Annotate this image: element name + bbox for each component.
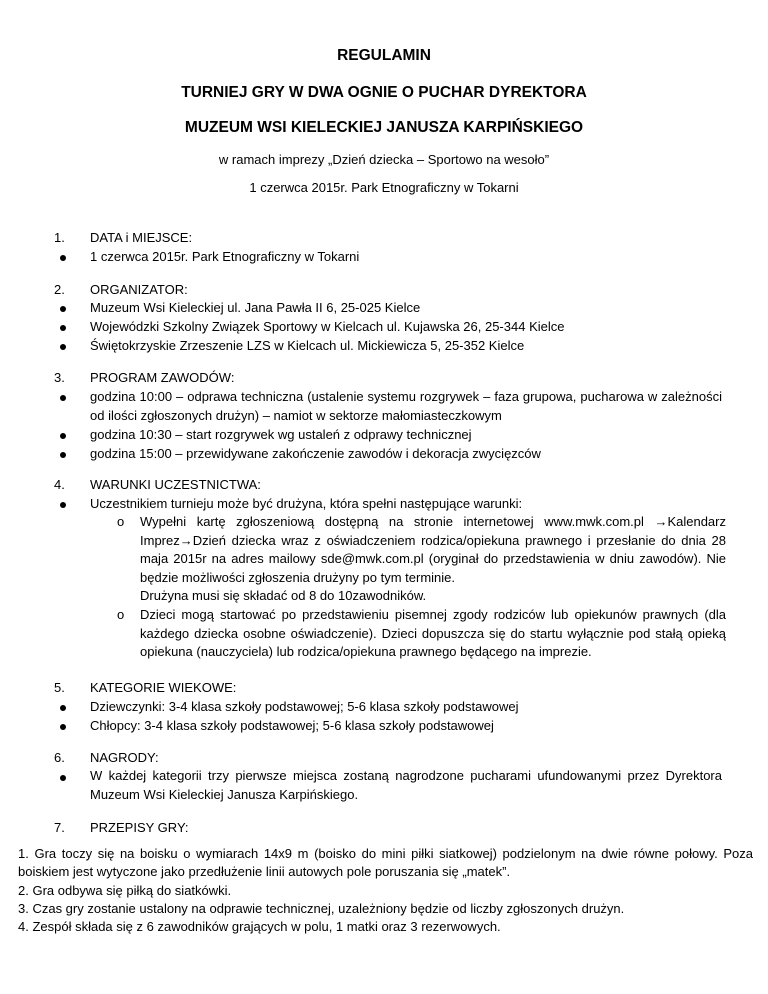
section-2-number: 2. bbox=[54, 282, 65, 297]
section-4-heading: WARUNKI UCZESTNICTWA: bbox=[90, 477, 261, 492]
section-5-heading: KATEGORIE WIEKOWE: bbox=[90, 680, 237, 695]
section-2-item: Wojewódzki Szkolny Związek Sportowy w Kielcach ul. Kujawska 26, 25-344 Kielce bbox=[90, 319, 565, 334]
section-6-item: W każdej kategorii trzy pierwsze miejsca zostaną nagrodzone pucharami ufundowanymi przez Dyrektora Muzeum Wsi Kieleckiej Janusza Karpińskiego. bbox=[90, 768, 722, 802]
section-3-item: godzina 10:00 – odprawa techniczna (ustalenie systemu rozgrywek – faza grupowa, pucharowa w zależności od ilości zgłoszonych drużyn) – namiot w sektorze małomiasteczkowym bbox=[90, 389, 722, 423]
game-rules bbox=[18, 845, 753, 936]
section-4-condition-2: Dzieci mogą startować po przedstawieniu pisemnej zgody rodziców lub opiekunów prawnych (dla każdego dziecka osobne oświadczenie). Dzieci dopuszcza się do startu wyłącznie pod stałą opieką opiekuna (nauczyciela) lub rodzica/opiekuna prawnego będącego na imprezie. bbox=[140, 607, 726, 660]
rule-item: 2. Gra odbywa się piłką do siatkówki. bbox=[18, 882, 232, 898]
bullet-icon bbox=[60, 255, 66, 261]
section-2-heading: ORGANIZATOR: bbox=[90, 282, 188, 297]
circle-bullet-icon: o bbox=[117, 514, 125, 529]
section-5-item: Chłopcy: 3-4 klasa szkoły podstawowej; 5-6 klasa szkoły podstawowej bbox=[90, 718, 494, 733]
section-2-item: Świętokrzyskie Zrzeszenie LZS w Kielcach ul. Mickiewicza 5, 25-352 Kielce bbox=[90, 338, 525, 353]
rule-item: 3. Czas gry zostanie ustalony na odprawie technicznej, uzależniony będzie od liczby zgłoszonych drużyn. bbox=[18, 900, 625, 916]
document-subtitle-2: MUZEUM WSI KIELECKIEJ JANUSZA KARPIŃSKIEGO bbox=[184, 119, 584, 136]
section-1-number: 1. bbox=[54, 230, 65, 245]
bullet-icon bbox=[60, 724, 66, 730]
section-7-number: 7. bbox=[54, 820, 65, 835]
section-4-intro: Uczestnikiem turnieju może być drużyna, która spełni następujące warunki: bbox=[90, 496, 523, 511]
document-title: REGULAMIN bbox=[337, 47, 431, 64]
section-3-heading: PROGRAM ZAWODÓW: bbox=[90, 370, 235, 385]
bullet-icon bbox=[60, 325, 66, 331]
rule-item: 4. Zespół składa się z 6 zawodników grających w polu, 1 matki oraz 3 rezerwowych. bbox=[18, 919, 501, 935]
section-4-condition-1 bbox=[140, 513, 726, 606]
event-name: w ramach imprezy „Dzień dziecka – Sportowo na wesoło” bbox=[218, 152, 550, 167]
bullet-icon bbox=[60, 306, 66, 312]
section-6-heading: NAGRODY: bbox=[90, 750, 159, 765]
section-2-item: Muzeum Wsi Kieleckiej ul. Jana Pawła II 6, 25-025 Kielce bbox=[90, 300, 421, 315]
section-3-number: 3. bbox=[54, 370, 65, 385]
section-1-heading: DATA i MIEJSCE: bbox=[90, 230, 193, 245]
circle-bullet-icon: o bbox=[117, 607, 125, 622]
rule-item: 1. Gra toczy się na boisku o wymiarach 14x9 m (boisko do mini piłki siatkowej) podzielonym na dwie równe połowy. Poza boiskiem jest wytyczone jako przedłużenie linii autowych pole poruszania się „matek”. bbox=[18, 846, 753, 880]
section-3-item: godzina 10:30 – start rozgrywek wg ustaleń z odprawy technicznej bbox=[90, 427, 472, 442]
bullet-icon bbox=[60, 344, 66, 350]
section-1-item: 1 czerwca 2015r. Park Etnograficzny w Tokarni bbox=[90, 249, 360, 264]
bullet-icon bbox=[60, 452, 66, 458]
bullet-icon bbox=[60, 502, 66, 508]
section-4-number: 4. bbox=[54, 477, 65, 492]
bullet-icon bbox=[60, 705, 66, 711]
section-3-item: godzina 15:00 – przewidywane zakończenie zawodów i dekoracja zwycięzców bbox=[90, 446, 541, 461]
bullet-icon bbox=[60, 395, 66, 401]
event-date-place: 1 czerwca 2015r. Park Etnograficzny w Tokarni bbox=[249, 180, 519, 195]
section-7-heading: PRZEPISY GRY: bbox=[90, 820, 189, 835]
document-subtitle-1: TURNIEJ GRY W DWA OGNIE O PUCHAR DYREKTORA bbox=[181, 84, 587, 101]
bullet-icon bbox=[60, 775, 66, 781]
section-6-number: 6. bbox=[54, 750, 65, 765]
bullet-icon bbox=[60, 433, 66, 439]
section-4-condition-1-text: Wypełni kartę zgłoszeniową dostępną na stronie internetowej www.mwk.com.pl →Kalendarz Imprez→Dzień dziecka wraz z oświadczeniem rodzica/opiekuna prawnego i przesłanie do dnia 28 maja 2015r na adres mailowy sde@mwk.com.pl (oryginał do przedstawienia w dniu zawodów). Nie będzie możliwości zgłoszenia drużyny po tym terminie. bbox=[140, 514, 726, 585]
section-4-team-size: Drużyna musi się składać od 8 do 10zawodników. bbox=[140, 588, 427, 604]
section-5-item: Dziewczynki: 3-4 klasa szkoły podstawowej; 5-6 klasa szkoły podstawowej bbox=[90, 699, 519, 714]
section-5-number: 5. bbox=[54, 680, 65, 695]
